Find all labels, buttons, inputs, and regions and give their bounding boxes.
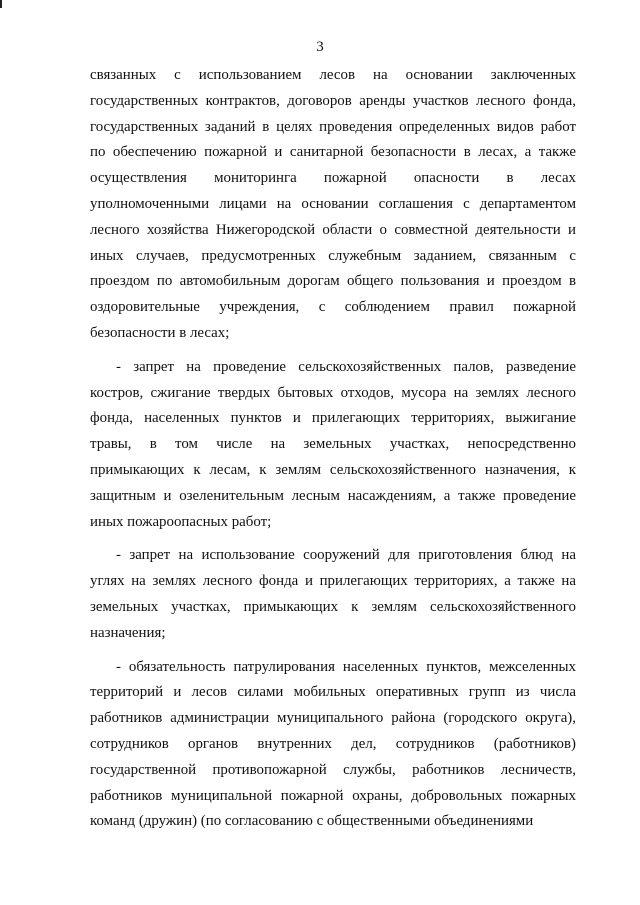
text-line: команд (дружин) (по согласованию с общественными объединениями — [90, 813, 534, 830]
text-line: - запрет на использование сооружений для приготовления блюд на — [116, 547, 576, 564]
document-body — [90, 63, 576, 835]
text-line: защитным и озеленительным лесным насаждениям, а также проведение — [90, 487, 576, 504]
text-line: углях на землях лесного фонда и прилегающих территориях, а также на — [90, 573, 576, 590]
text-line: иных пожароопасных работ; — [90, 513, 272, 530]
text-line: связанных с использованием лесов на основании заключенных — [90, 67, 576, 83]
text-line: лесного хозяйства Нижегородской области о совместной деятельности и — [90, 221, 576, 238]
text-line: работников администрации муниципального района (городского округа), — [90, 710, 576, 727]
text-line: безопасности в лесах; — [90, 324, 230, 341]
text-line: земельных участках, примыкающих к землям сельскохозяйственного — [90, 598, 576, 615]
text-line: по обеспечению пожарной и санитарной безопасности в лесах, а также — [90, 144, 576, 161]
paragraph — [90, 355, 576, 536]
text-line: работников муниципальной пожарной охраны, добровольных пожарных — [90, 787, 576, 804]
text-line: проездом по автомобильным дорогам общего пользования и проездом в — [90, 273, 576, 290]
paragraph — [90, 655, 576, 836]
text-line: костров, сжигание твердых бытовых отходов, мусора на землях лесного — [90, 384, 576, 401]
text-line: территорий и лесов силами мобильных оперативных групп из числа — [90, 684, 576, 701]
paragraph — [90, 543, 576, 646]
text-line: государственных заданий в целях проведения определенных видов работ — [90, 118, 576, 135]
text-line: фонда, населенных пунктов и прилегающих территориях, выжигание — [90, 410, 576, 427]
paragraph — [90, 63, 576, 347]
text-line: государственных контрактов, договоров аренды участков лесного фонда, — [90, 92, 576, 109]
text-line: уполномоченными лицами на основании соглашения с департаментом — [90, 195, 576, 212]
text-line: государственной противопожарной службы, работников лесничеств, — [90, 761, 576, 778]
scan-edge-mark — [0, 0, 2, 8]
page-number: 3 — [316, 39, 324, 55]
text-line: оздоровительные учреждения, с соблюдением правил пожарной — [90, 299, 576, 316]
text-line: травы, в том числе на земельных участках, непосредственно — [90, 436, 576, 453]
text-line: назначения; — [90, 624, 166, 641]
text-line: примыкающих к лесам, к землям сельскохозяйственного назначения, к — [90, 461, 576, 478]
text-line: - запрет на проведение сельскохозяйственных палов, разведение — [116, 358, 576, 375]
text-line: сотрудников органов внутренних дел, сотрудников (работников) — [90, 735, 576, 752]
text-line: иных случаев, предусмотренных служебным заданием, связанным с — [90, 247, 576, 264]
text-line: - обязательность патрулирования населенных пунктов, межселенных — [116, 658, 576, 675]
text-line: осуществления мониторинга пожарной опасности в лесах — [90, 170, 576, 187]
